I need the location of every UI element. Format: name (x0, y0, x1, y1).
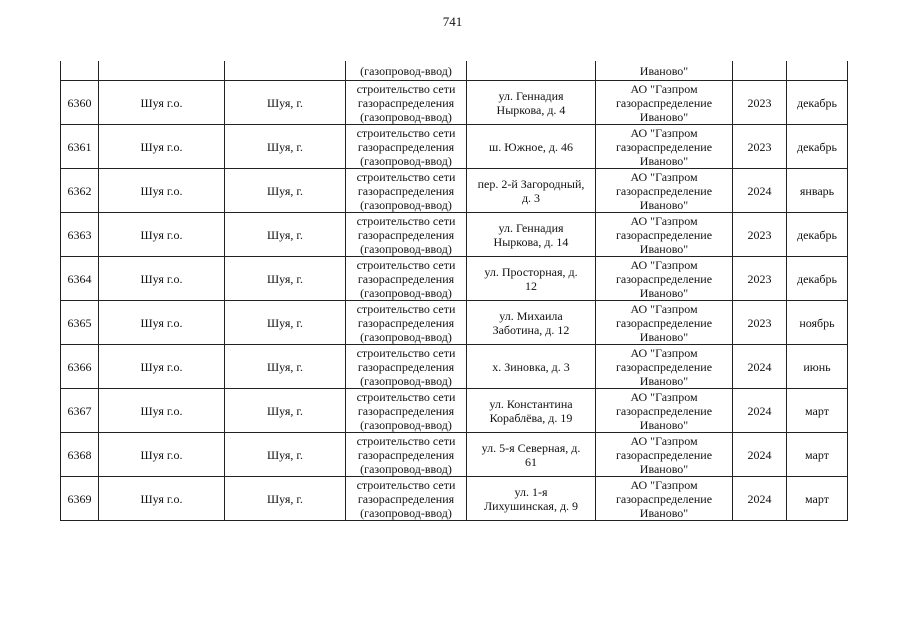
cell-organization: АО "Газпром газораспределение Иваново" (596, 81, 733, 125)
cell-month: декабрь (787, 81, 848, 125)
cell-town: Шуя, г. (225, 81, 346, 125)
cell-num: 6362 (61, 169, 99, 213)
cell-address: ул. Геннадия Ныркова, д. 14 (467, 213, 596, 257)
cell-town: Шуя, г. (225, 213, 346, 257)
cell-address: ул. 5-я Северная, д. 61 (467, 433, 596, 477)
cell-address: ул. 1-я Лихушинская, д. 9 (467, 477, 596, 521)
table-row (61, 257, 848, 301)
cell-town: Шуя, г. (225, 257, 346, 301)
cell-year (733, 61, 787, 81)
cell-organization: АО "Газпром газораспределение Иваново" (596, 257, 733, 301)
cell-town: Шуя, г. (225, 301, 346, 345)
cell-district: Шуя г.о. (99, 213, 225, 257)
cell-month: декабрь (787, 213, 848, 257)
cell-month: ноябрь (787, 301, 848, 345)
cell-num: 6368 (61, 433, 99, 477)
cell-town: Шуя, г. (225, 345, 346, 389)
cell-district: Шуя г.о. (99, 477, 225, 521)
cell-organization: АО "Газпром газораспределение Иваново" (596, 169, 733, 213)
cell-year: 2023 (733, 257, 787, 301)
table-row-continued (61, 61, 848, 81)
cell-district: Шуя г.о. (99, 81, 225, 125)
cell-num: 6366 (61, 345, 99, 389)
cell-work-type: строительство сети газораспределения (газопровод-ввод) (346, 301, 467, 345)
cell-year: 2024 (733, 169, 787, 213)
page-number: 741 (442, 14, 463, 29)
cell-work-type: строительство сети газораспределения (газопровод-ввод) (346, 433, 467, 477)
cell-address: х. Зиновка, д. 3 (467, 345, 596, 389)
cell-district: Шуя г.о. (99, 301, 225, 345)
cell-year: 2023 (733, 81, 787, 125)
table-row (61, 433, 848, 477)
table-row (61, 125, 848, 169)
cell-num: 6365 (61, 301, 99, 345)
cell-district: Шуя г.о. (99, 257, 225, 301)
cell-address: ул. Константина Кораблёва, д. 19 (467, 389, 596, 433)
cell-year: 2024 (733, 433, 787, 477)
cell-month: июнь (787, 345, 848, 389)
cell-month (787, 61, 848, 81)
cell-town (225, 61, 346, 81)
cell-year: 2024 (733, 345, 787, 389)
cell-month: декабрь (787, 125, 848, 169)
cell-year: 2023 (733, 125, 787, 169)
cell-organization: АО "Газпром газораспределение Иваново" (596, 301, 733, 345)
table-row (61, 301, 848, 345)
table-row (61, 345, 848, 389)
cell-district: Шуя г.о. (99, 125, 225, 169)
cell-organization: АО "Газпром газораспределение Иваново" (596, 433, 733, 477)
cell-organization: АО "Газпром газораспределение Иваново" (596, 213, 733, 257)
cell-town: Шуя, г. (225, 433, 346, 477)
cell-work-type: строительство сети газораспределения (газопровод-ввод) (346, 169, 467, 213)
cell-month: декабрь (787, 257, 848, 301)
cell-num: 6363 (61, 213, 99, 257)
table-row (61, 213, 848, 257)
cell-address: ш. Южное, д. 46 (467, 125, 596, 169)
table-row (61, 81, 848, 125)
cell-district: Шуя г.о. (99, 433, 225, 477)
cell-year: 2023 (733, 213, 787, 257)
cell-work-type: строительство сети газораспределения (газопровод-ввод) (346, 389, 467, 433)
table-row (61, 169, 848, 213)
cell-work-type: строительство сети газораспределения (газопровод-ввод) (346, 345, 467, 389)
cell-town: Шуя, г. (225, 477, 346, 521)
cell-year: 2024 (733, 389, 787, 433)
cell-num (61, 61, 99, 81)
cell-address (467, 61, 596, 81)
cell-num: 6361 (61, 125, 99, 169)
cell-work-type: строительство сети газораспределения (газопровод-ввод) (346, 81, 467, 125)
cell-month: март (787, 477, 848, 521)
cell-organization: АО "Газпром газораспределение Иваново" (596, 125, 733, 169)
cell-work-type: строительство сети газораспределения (газопровод-ввод) (346, 125, 467, 169)
cell-organization: АО "Газпром газораспределение Иваново" (596, 345, 733, 389)
cell-num: 6369 (61, 477, 99, 521)
cell-num: 6364 (61, 257, 99, 301)
cell-work-type: строительство сети газораспределения (газопровод-ввод) (346, 477, 467, 521)
table-row (61, 477, 848, 521)
cell-town: Шуя, г. (225, 389, 346, 433)
cell-address: ул. Геннадия Ныркова, д. 4 (467, 81, 596, 125)
cell-address: ул. Просторная, д. 12 (467, 257, 596, 301)
cell-district: Шуя г.о. (99, 345, 225, 389)
cell-work-type: строительство сети газораспределения (газопровод-ввод) (346, 213, 467, 257)
cell-district: Шуя г.о. (99, 389, 225, 433)
cell-year: 2024 (733, 477, 787, 521)
cell-num: 6360 (61, 81, 99, 125)
cell-district: Шуя г.о. (99, 169, 225, 213)
gasification-schedule-table (60, 61, 848, 521)
cell-address: пер. 2-й Загородный, д. 3 (467, 169, 596, 213)
cell-year: 2023 (733, 301, 787, 345)
cell-address: ул. Михаила Заботина, д. 12 (467, 301, 596, 345)
cell-district (99, 61, 225, 81)
cell-work-type: (газопровод-ввод) (346, 61, 467, 81)
cell-month: март (787, 433, 848, 477)
cell-month: март (787, 389, 848, 433)
table-row (61, 389, 848, 433)
cell-work-type: строительство сети газораспределения (газопровод-ввод) (346, 257, 467, 301)
cell-num: 6367 (61, 389, 99, 433)
cell-town: Шуя, г. (225, 125, 346, 169)
cell-town: Шуя, г. (225, 169, 346, 213)
cell-month: январь (787, 169, 848, 213)
cell-organization: АО "Газпром газораспределение Иваново" (596, 389, 733, 433)
cell-organization: АО "Газпром газораспределение Иваново" (596, 477, 733, 521)
cell-organization: Иваново" (596, 61, 733, 81)
